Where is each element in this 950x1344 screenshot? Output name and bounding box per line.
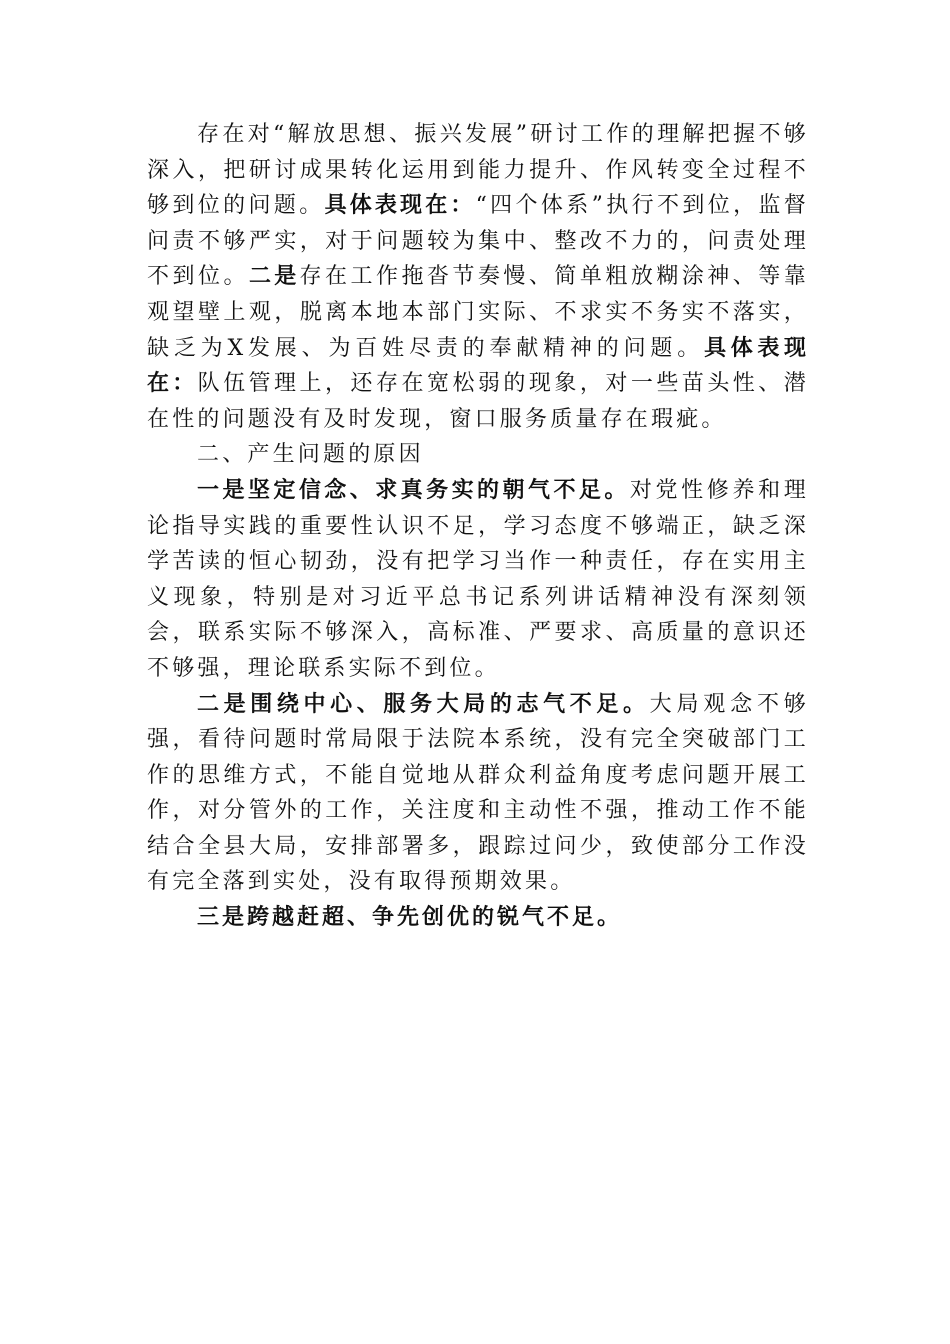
paragraph-text: 大局观念不够强，看待问题时常局限于法院本系统，没有完全突破部门工作的思维方式，不能自觉地从群众利益角度考虑问题开展工作，对分管外的工作，关注度和主动性不强，推动工作不能结合全县大局，安排部署多，跟踪过问少，致使部分工作没有完全落到实处，没有取得预期效果。 [147,691,809,895]
bold-phrase: 三是跨越赶超、争先创优的锐气不足。 [197,905,623,931]
bold-phrase: 具体表现在： [324,193,476,219]
paragraph-text: 对党性修养和理论指导实践的重要性认识不足，学习态度不够端正，缺乏深学苦读的恒心韧劲，没有把学习当作一种责任，存在实用主义现象，特别是对习近平总书记系列讲话精神没有深刻领会，联系实际不够深入，高标准、严要求、高质量的意识还不够强，理论联系实际不到位。 [147,477,809,681]
paragraph-text: 队伍管理上，还存在宽松弱的现象，对一些苗头性、潜在性的问题没有及时发现，窗口服务质量存在瑕疵。 [147,371,809,432]
paragraph-text: 存在对“解放思想、振兴发展”研讨工作的理解把握不够深入，把研讨成果转化运用到能力提升、作风转变全过程不够到位的问题。 [147,122,809,219]
paragraph-cause-1 [147,473,809,687]
paragraph-text: “四个体系”执行不到位，监督问责不够严实，对于问题较为集中、整改不力的，问责处理不到位。 [147,193,809,290]
paragraph-text: 存在工作拖沓节奏慢、简单粗放糊涂神、等靠观望壁上观，脱离本地本部门实际、不求实不务实不落实，缺乏为X发展、为百姓尽责的奉献精神的问题。 [147,264,809,361]
paragraph-cause-2 [147,687,809,901]
paragraph-problems [147,117,809,437]
bold-phrase: 一是坚定信念、求真务实的朝气不足。 [197,477,630,503]
bold-phrase: 具体表现在： [147,335,809,397]
section-heading: 二、产生问题的原因 [197,442,424,468]
document-body [147,117,809,936]
bold-phrase: 二是 [248,264,300,290]
paragraph-cause-3 [147,900,809,936]
bold-phrase: 二是围绕中心、服务大局的志气不足。 [197,691,650,717]
